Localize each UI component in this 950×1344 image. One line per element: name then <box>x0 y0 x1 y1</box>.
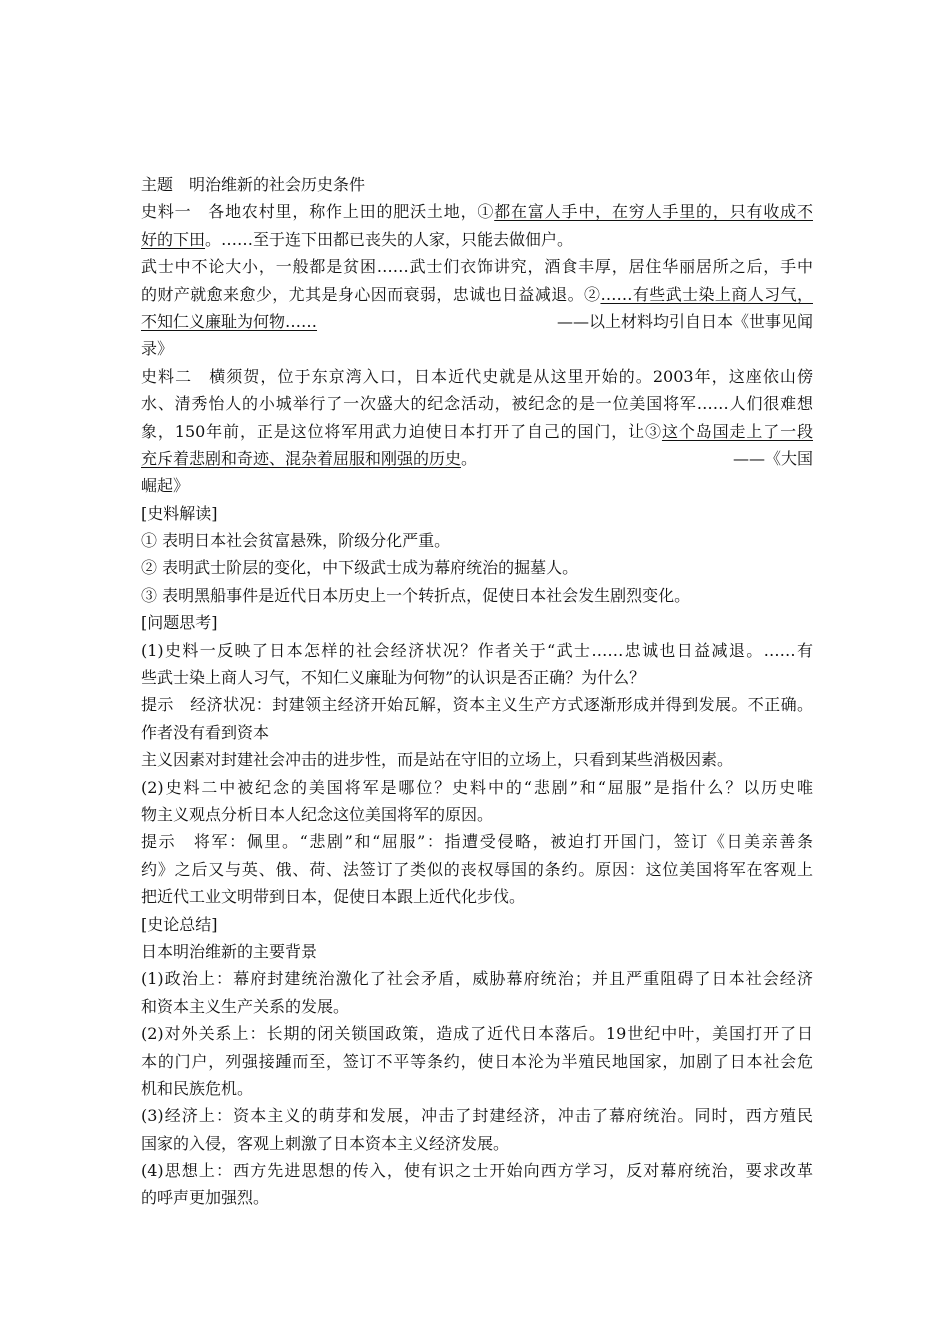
summary-line: (3)经济上：资本主义的萌芽和发展，冲击了封建经济，冲击了幕府统治。同时，西方殖民 <box>141 1106 813 1126</box>
underline-phrase-2b: 不知仁义廉耻为何物…… <box>141 311 318 331</box>
summary-line: (4)思想上：西方先进思想的传入，使有识之士开始向西方学习，反对幕府统治，要求改革 <box>141 1161 813 1181</box>
source-citation: ——《大国 <box>732 448 813 468</box>
source1-line <box>141 308 813 335</box>
page-heading: 主题 明治维新的社会历史条件 <box>141 175 366 194</box>
question-line: 些武士染上商人习气，不知仁义廉耻为何物”的认识是否正确？为什么？ <box>141 668 646 688</box>
underline-phrase-3b: 充斥着悲剧和奇迹、混杂着屈服和刚强的历史 <box>141 448 462 468</box>
section-header-summary: [史论总结] <box>141 914 218 934</box>
summary-line: 的呼声更加强烈。 <box>141 1188 270 1208</box>
answer-line: 提示 将军：佩里。“悲剧”和“屈服”：指遭受侵略，被迫打开国门，签订《日美亲善条 <box>141 832 813 852</box>
section-header-interp: [史料解读] <box>141 503 218 523</box>
source1-line: 好的下田。……至于连下田都已丧失的人家，只能去做佃户。 <box>141 229 574 249</box>
interp-item: ② 表明武士阶层的变化，中下级武士成为幕府统治的掘墓人。 <box>141 558 579 578</box>
source-citation: ——以上材料均引自日本《世事见闻 <box>556 311 813 331</box>
question-line: 物主义观点分析日本人纪念这位美国将军的原因。 <box>141 804 494 824</box>
document-page <box>141 171 813 1212</box>
interp-item: ③ 表明黑船事件是近代日本历史上一个转折点，促使日本社会发生剧烈变化。 <box>141 585 691 605</box>
answer-line: 主义因素对封建社会冲击的进步性，而是站在守旧的立场上，只看到某些消极因素。 <box>141 750 734 770</box>
source2-line: 崛起》 <box>141 476 190 496</box>
section-header-questions: [问题思考] <box>141 613 218 633</box>
answer-line: 提示 经济状况：封建领主经济开始瓦解，资本主义生产方式逐渐形成并得到发展。不正确。 <box>141 695 813 715</box>
source1-line: 的财产就愈来愈少，尤其是身心因而衰弱，忠诚也日益减退。②……有些武士染上商人习气， <box>141 284 813 304</box>
underline-phrase-1b: 好的下田 <box>141 229 206 249</box>
interp-item: ① 表明日本社会贫富悬殊，阶级分化严重。 <box>141 531 451 551</box>
question-line: (1)史料一反映了日本怎样的社会经济状况？作者关于“武士……忠诚也日益减退。……有 <box>141 640 813 660</box>
source2-line: 充斥着悲剧和奇迹、混杂着屈服和刚强的历史。 ——《大国 <box>141 445 813 472</box>
answer-line: 把近代工业文明带到日本，促使日本跟上近代化步伐。 <box>141 887 526 907</box>
source1-line: 武士中不论大小，一般都是贫困……武士们衣饰讲究，酒食丰厚，居住华丽居所之后，手中 <box>141 257 813 277</box>
underline-phrase-2: ……有些武士染上商人习气， <box>600 284 813 304</box>
answer-line: 约》之后又与英、俄、荷、法签订了类似的丧权辱国的条约。原因：这位美国将军在客观上 <box>141 859 813 879</box>
source1-line: 录》 <box>141 339 174 359</box>
summary-title: 日本明治维新的主要背景 <box>141 941 318 961</box>
summary-line: 和资本主义生产关系的发展。 <box>141 996 350 1016</box>
answer-line: 作者没有看到资本 <box>141 722 270 742</box>
summary-line: (2)对外关系上：长期的闭关锁国政策，造成了近代日本落后。19世纪中叶，美国打开了日 <box>141 1024 813 1044</box>
source2-line: 史料二 横须贺，位于东京湾入口，日本近代史就是从这里开始的。2003年，这座依山傍 <box>141 366 813 386</box>
question-line: (2)史料二中被纪念的美国将军是哪位？史料中的“悲剧”和“屈服”是指什么？以历史唯 <box>141 777 813 797</box>
source2-line: 象，150年前，正是这位将军用武力迫使日本打开了自己的国门，让③这个岛国走上了一段 <box>141 421 813 441</box>
underline-phrase-1: 都在富人手中，在穷人手里的，只有收成不 <box>494 202 813 222</box>
summary-line: 机和民族危机。 <box>141 1078 254 1098</box>
source1-line: 史料一 各地农村里，称作上田的肥沃土地，①都在富人手中，在穷人手里的，只有收成不 <box>141 202 813 222</box>
summary-line: (1)政治上：幕府封建统治激化了社会矛盾，威胁幕府统治；并且严重阻碍了日本社会经济 <box>141 969 813 989</box>
underline-phrase-3: 这个岛国走上了一段 <box>661 421 813 441</box>
summary-line: 国家的入侵，客观上刺激了日本资本主义经济发展。 <box>141 1133 510 1153</box>
source2-line: 水、清秀怡人的小城举行了一次盛大的纪念活动，被纪念的是一位美国将军……人们很难想 <box>141 394 813 414</box>
summary-line: 本的门户，列强接踵而至，签订不平等条约，使日本沦为半殖民地国家，加剧了日本社会危 <box>141 1051 813 1071</box>
